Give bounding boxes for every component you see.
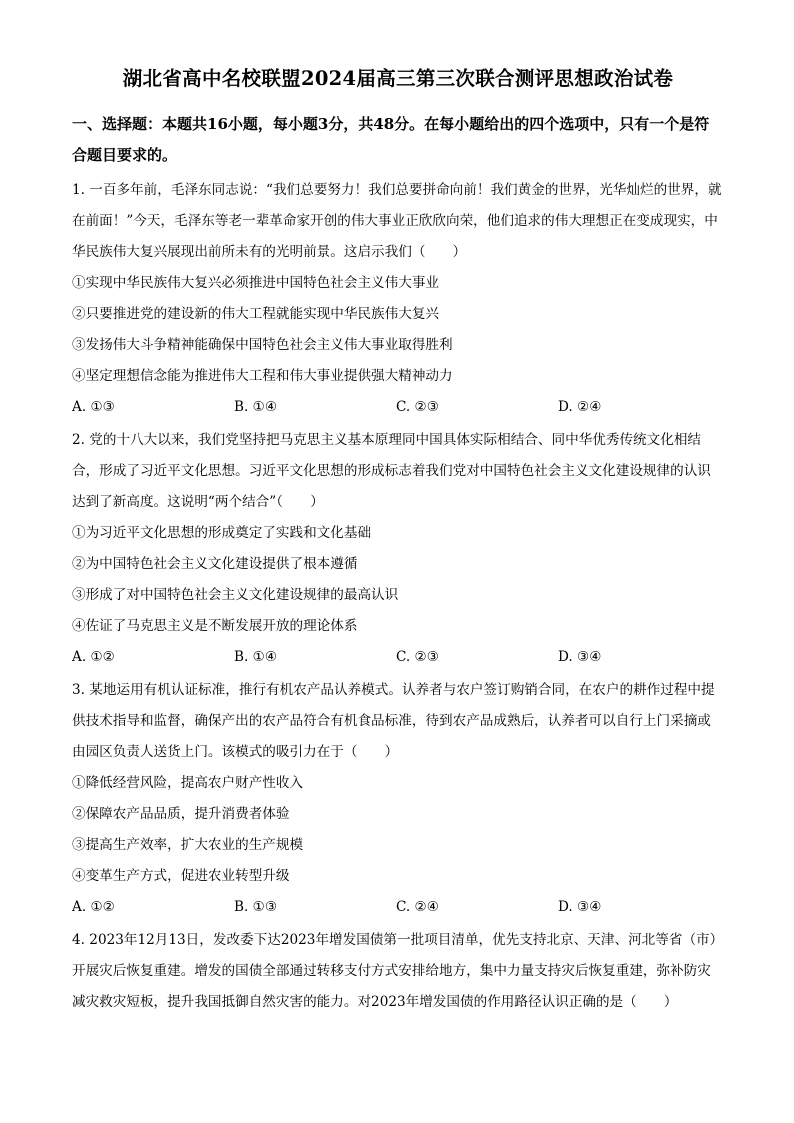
question-1 [72, 175, 724, 423]
choice-b: B. ①③ [234, 899, 278, 915]
choice-d: D. ③④ [558, 899, 602, 915]
choice-b: B. ①④ [234, 649, 278, 665]
statement-item: ①实现中华民族伟大复兴必须推进中国特色社会主义伟大事业 [72, 275, 440, 291]
statement-item: ④坚定理想信念能为推进伟大工程和伟大事业提供强大精神动力 [72, 368, 453, 384]
question-2 [72, 425, 724, 673]
choice-a: A. ①③ [72, 399, 115, 415]
statement-item: ③形成了对中国特色社会主义文化建设规律的最高认识 [72, 587, 399, 603]
answer-choices [72, 392, 724, 423]
statement-item: ①为习近平文化思想的形成奠定了实践和文化基础 [72, 525, 372, 541]
statement-item: ④变革生产方式，促进农业转型升级 [72, 868, 290, 884]
question-4 [72, 925, 724, 1018]
question-stem: 1. 一百多年前，毛泽东同志说：“我们总要努力！我们总要拼命向前！我们黄金的世界，光华灿烂的世界，就在前面！”今天，毛泽东等老一辈革命家开创的伟大事业正欣欣向荣，他们追求的伟大理想正在变成现实，中华民族伟大复兴展现出前所未有的光明前景。这启示我们（ ） [72, 182, 722, 260]
question-stem: 4. 2023年12月13日，发改委下达2023年增发国债第一批项目清单，优先支持北京、天津、河北等省（市）开展灾后恢复重建。增发的国债全部通过转移支付方式安排给地方，集中力量支持灾后恢复重建，弥补防灾减灾救灾短板，提升我国抵御自然灾害的能力。对2023年增发国债的作用路径认识正确的是（ ） [72, 932, 724, 1010]
statement-item: ②为中国特色社会主义文化建设提供了根本遵循 [72, 556, 358, 572]
choice-c: C. ②③ [396, 649, 439, 665]
choice-a: A. ①② [72, 899, 115, 915]
choice-d: D. ②④ [558, 399, 602, 415]
exam-title: 湖北省高中名校联盟2024届高三第三次联合测评思想政治试卷 [122, 67, 674, 90]
question-stem: 2. 党的十八大以来，我们党坚持把马克思主义基本原理同中国具体实际相结合、同中华优秀传统文化相结合，形成了习近平文化思想。习近平文化思想的形成标志着我们党对中国特色社会主义文化建设规律的认识达到了新高度。这说明“两个结合”（ ） [72, 432, 711, 510]
choice-c: C. ②③ [396, 399, 439, 415]
statement-item: ②保障农产品品质，提升消费者体验 [72, 806, 290, 822]
statement-item: ③提高生产效率，扩大农业的生产规模 [72, 837, 304, 853]
statement-item: ②只要推进党的建设新的伟大工程就能实现中华民族伟大复兴 [72, 306, 440, 322]
choice-c: C. ②④ [396, 899, 439, 915]
choice-d: D. ③④ [558, 649, 602, 665]
question-3 [72, 675, 724, 923]
statement-item: ④佐证了马克思主义是不断发展开放的理论体系 [72, 618, 358, 634]
answer-choices [72, 642, 724, 673]
choice-a: A. ①② [72, 649, 115, 665]
statement-item: ③发扬伟大斗争精神能确保中国特色社会主义伟大事业取得胜利 [72, 337, 453, 353]
section-heading: 一、选择题：本题共16小题，每小题3分，共48分。在每小题给出的四个选项中，只有一个是符合题目要求的。 [72, 115, 710, 164]
choice-b: B. ①④ [234, 399, 278, 415]
question-stem: 3. 某地运用有机认证标准，推行有机农产品认养模式。认养者与农户签订购销合同，在农户的耕作过程中提供技术指导和监督，确保产出的农产品符合有机食品标准，待到农产品成熟后，认养者可以自行上门采摘或由园区负责人送货上门。该模式的吸引力在于（ ） [72, 682, 715, 760]
statement-item: ①降低经营风险，提高农户财产性收入 [72, 775, 304, 791]
answer-choices [72, 892, 724, 923]
